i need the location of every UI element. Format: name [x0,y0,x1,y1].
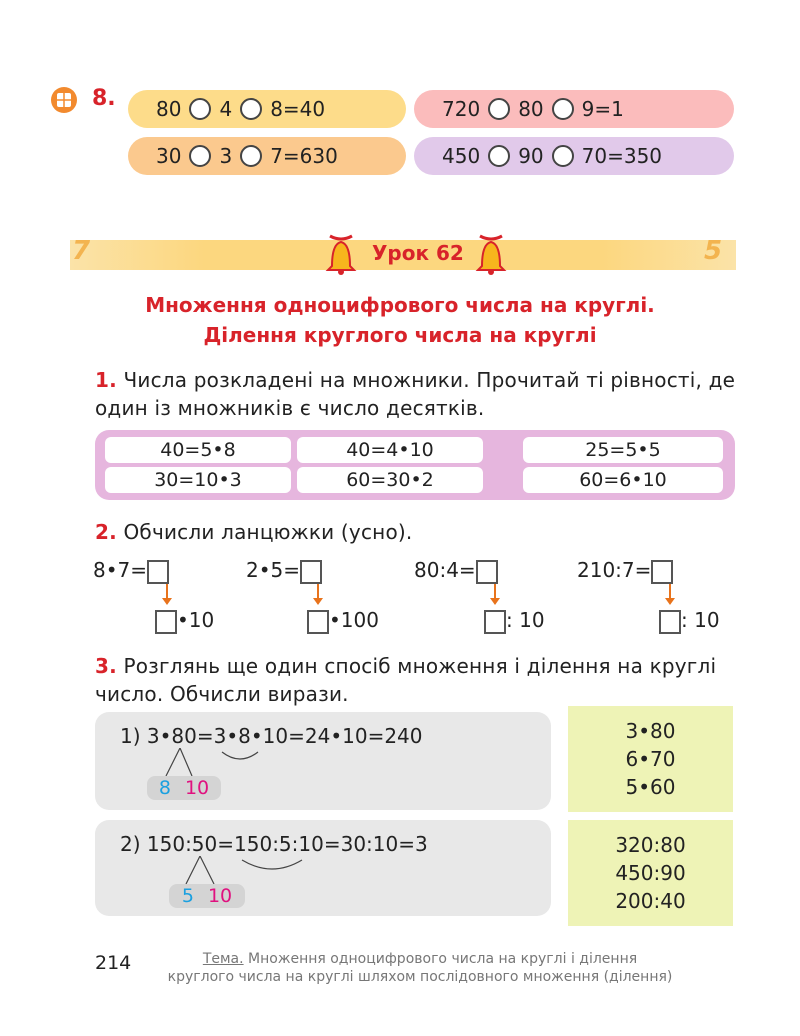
equation-pill: 80 4 8=40 [128,90,406,128]
lesson-title: Урок 62 [372,241,464,265]
chain-bottom: •100 [307,608,379,634]
sign-blank[interactable] [240,98,262,120]
chain-top: 80:4= [414,558,498,584]
practice-box-multiplication: 3•80 6•70 5•60 [568,706,733,812]
bell-icon [472,232,510,276]
equation-cell: 30=10•3 [105,467,291,493]
example2-expression: 2) 150:50=150:5:10=30:10=3 [120,832,428,856]
footer-topic: Тема. Множення одноцифрового числа на круглі і ділення круглого числа на круглі шляхом послідовного множення (ділення) [167,951,673,985]
chain-bottom: : 10 [484,608,545,634]
answer-box[interactable] [651,560,673,584]
equation-cell: 60=30•2 [297,467,483,493]
arrow-down-icon [489,584,501,606]
sign-blank[interactable] [488,98,510,120]
example1-expression: 1) 3•80=3•8•10=24•10=240 [120,724,423,748]
exercise-number: 8. [92,86,116,111]
sign-blank[interactable] [240,145,262,167]
task3-text: 3. Розглянь ще один спосіб множення і ділення на круглі число. Обчисли вирази. [95,654,717,706]
sign-blank[interactable] [189,98,211,120]
answer-box[interactable] [476,560,498,584]
equation-pill: 30 3 7=630 [128,137,406,175]
sign-blank[interactable] [552,145,574,167]
practice-box-division: 320:80 450:90 200:40 [568,820,733,926]
answer-box[interactable] [155,610,177,634]
task2-text: 2. Обчисли ланцюжки (усно). [95,520,413,544]
page-number: 214 [95,952,132,974]
calculator-icon [50,86,78,114]
answer-box[interactable] [484,610,506,634]
sign-blank[interactable] [488,145,510,167]
answer-box[interactable] [147,560,169,584]
equation-cell: 40=5•8 [105,437,291,463]
equation-pill: 720 80 9=1 [414,90,734,128]
answer-box[interactable] [300,560,322,584]
arrow-down-icon [161,584,173,606]
sign-blank[interactable] [189,145,211,167]
digits-decoration-right: 5 [704,236,723,266]
equation-cell: 40=4•10 [297,437,483,463]
chain-top: 210:7= [577,558,673,584]
chain-top: 2•5= [246,558,322,584]
task1-text: 1. Числа розкладені на множники. Прочитай ті рівності, де один із множників є число десятків. [95,368,736,420]
equation-pill: 450 90 70=350 [414,137,734,175]
chain-top: 8•7= [93,558,169,584]
split-chip: 5 10 [169,884,245,908]
chain-bottom: : 10 [659,608,720,634]
digits-decoration-left: 7 [72,236,91,266]
split-chip: 8 10 [147,776,221,800]
chain-bottom: •10 [155,608,214,634]
answer-box[interactable] [659,610,681,634]
sign-blank[interactable] [552,98,574,120]
equation-cell: 25=5•5 [523,437,723,463]
answer-box[interactable] [307,610,329,634]
bell-icon [322,232,360,276]
equation-cell: 60=6•10 [523,467,723,493]
lesson-heading: Множення одноцифрового числа на круглі. Ділення круглого числа на круглі [145,293,655,347]
arrow-down-icon [312,584,324,606]
arrow-down-icon [664,584,676,606]
